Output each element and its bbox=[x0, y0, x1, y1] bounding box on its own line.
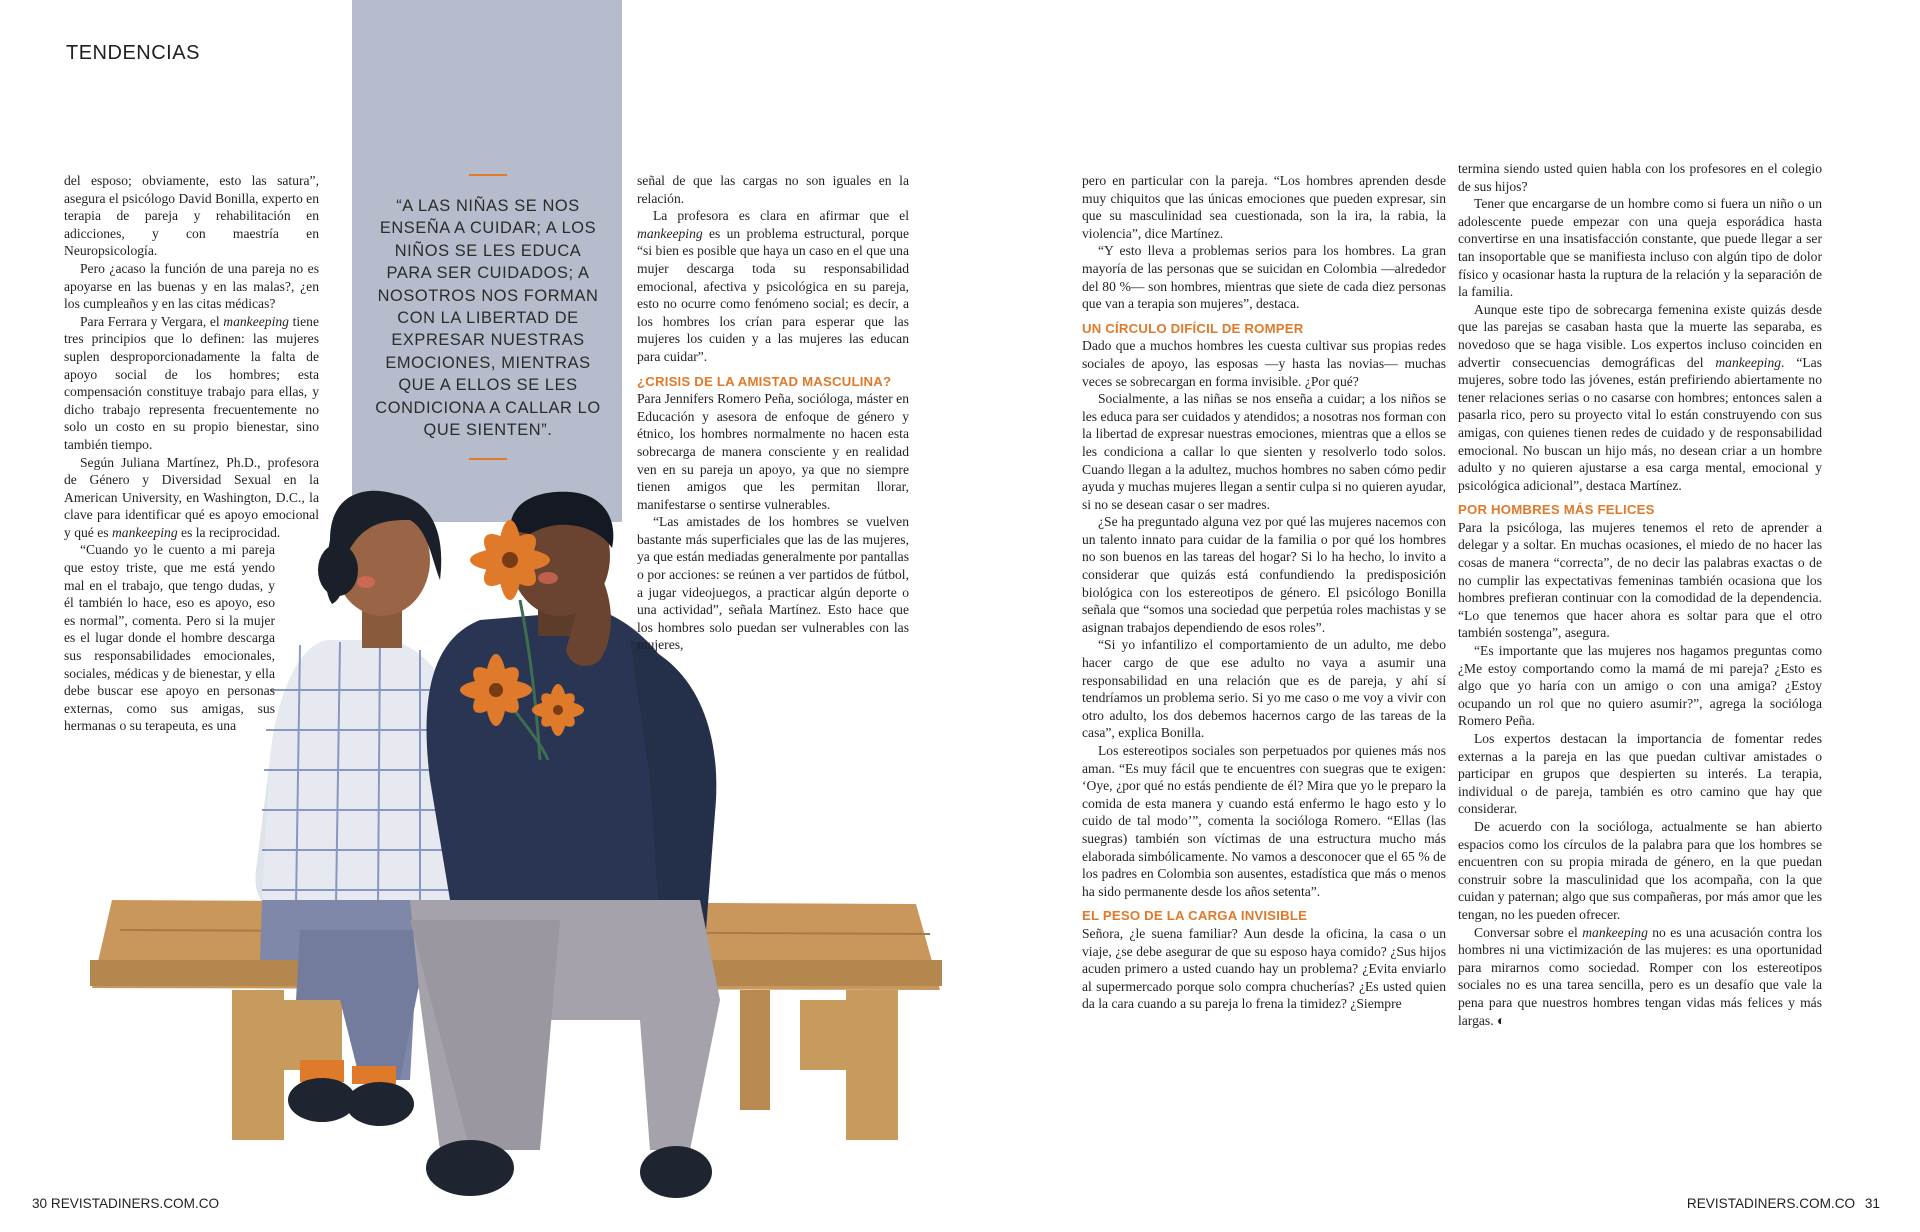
paragraph: “Si yo infantilizo el comportamiento de un adulto, me debo hacer cargo de que ese adulto no vaya a asumir una responsabilidad en una relación que es de pareja, y ahí sí tendríamos un problema serio. Si yo me caso o me voy a vivir con otro adulto, los dos debemos hacernos cargo de las tareas de la casa”, explica Bonilla. bbox=[1082, 637, 1446, 741]
paragraph: “Y esto lleva a problemas serios para los hombres. La gran mayoría de las personas que se suicidan en Colombia —alrededor del 80 %— son hombres, mientras que siete de cada diez personas que van a terapia son mujeres”, destaca. bbox=[1082, 243, 1446, 312]
subheading: ¿CRISIS DE LA AMISTAD MASCULINA? bbox=[637, 373, 892, 389]
paragraph: “Las amistades de los hombres se vuelven bastante más superficiales que las de las mujeres, ya que están mediadas generalmente por pantallas o por acciones: se reúnen a ver partidos de fútbol, a jugar videojuegos, a practicar algún deporte o una actividad”, señala Martínez. Esto hace que los hombres solo puedan ser vulnerables con las mujeres, bbox=[637, 514, 909, 653]
paragraph: Para Jennifers Romero Peña, socióloga, máster en Educación y asesora de enfoque de género y étnico, los hombres normalmente no hacen esta sobrecarga de manera consciente y en realidad ven en su pareja un apoyo, ya que no siempre tienen amigos que les permitan llorar, manifestarse o sentirse vulnerables. bbox=[637, 391, 909, 512]
end-mark-icon: ◐ bbox=[1497, 1012, 1506, 1028]
paragraph: Señora, ¿le suena familiar? Aun desde la oficina, la casa o un viaje, ¿se debe asegurar de que su esposo haya comido? ¿Sus hijos acuden primero a usted cuando hay un problema? ¿Evita enviarlo al supermercado porque solo compra chucherías? ¿Es usted quien da la cara cuando a su pareja lo frena la timidez? ¿Siempre bbox=[1082, 925, 1446, 1012]
site-url-right: REVISTADINERS.COM.CO bbox=[1686, 1196, 1856, 1211]
paragraph: Pero ¿acaso la función de una pareja no es apoyarse en las buenas y en las malas?, ¿en los cumpleaños y en las citas médicas? bbox=[64, 260, 319, 312]
paragraph: señal de que las cargas no son iguales en la relación. bbox=[637, 173, 909, 206]
page-number-left: 30 bbox=[32, 1196, 48, 1211]
paragraph: ¿Se ha preguntado alguna vez por qué las mujeres nacemos con un talento innato para cuidar de la familia o por qué los hombres no son buenos en las tareas del hogar? Si lo ha hecho, lo invito a considerar que quizás está confundiendo la predisposición biológica con los estereotipos de género. El psicólogo Bonilla señala que “somos una sociedad que perpetúa roles machistas y se asignan trabajos dependiendo de esos roles”. bbox=[1082, 514, 1446, 635]
paragraph: La profesora es clara en afirmar que el mankeeping es un problema estructural, porque “si bien es posible que haya un caso en el que una mujer descarga toda su responsabilidad emocional, afectiva y psicológica en su pareja, esto no ocurre como fenómeno social; es decir, a los hombres los crían para esperar que las mujeres los cuiden y a las mujeres las educan para cuidar”. bbox=[637, 208, 909, 364]
article-column-4 bbox=[1458, 160, 1822, 1029]
paragraph: pero en particular con la pareja. “Los hombres aprenden desde muy chiquitos que las únicas emociones que pueden expresar, sin que su masculinidad sea cuestionada, son la ira, la rabia, la violencia”, dice Martínez. bbox=[1082, 173, 1446, 241]
paragraph: termina siendo usted quien habla con los profesores en el colegio de sus hijos? bbox=[1458, 161, 1822, 194]
article-column-2 bbox=[637, 172, 909, 654]
paragraph: Para la psicóloga, las mujeres tenemos el reto de aprender a delegar y a soltar. En muchas ocasiones, el miedo de no hacer las cosas de manera “correcta”, de no decir las palabras exactas o de no cumplir las expectativas femeninas también ocasiona que los hombres prefieran continuar con la comodidad de la dependencia. “Lo que tenemos que hacer ahora es soltar para que el otro también sostenga”, asegura. bbox=[1458, 519, 1822, 641]
page-number-right: 31 bbox=[1864, 1196, 1880, 1211]
paragraph: del esposo; obviamente, esto las satura”, asegura el psicólogo David Bonilla, experto en terapia de pareja y rehabilitación en adicciones, y con maestría en Neuropsicología. bbox=[64, 173, 319, 259]
footer-right bbox=[1687, 1196, 1886, 1211]
paragraph: Socialmente, a las niñas se nos enseña a cuidar; a los niños se les educa para ser cuidados y atendidos; a nosotras nos forman con la libertad de expresar nuestras emociones, mientras que a ellos se les condiciona a callar lo que sienten y resolverlo todo solos. Cuando llegan a la adultez, muchos hombres no saben cómo pedir ayuda y muchas mujeres llegan a sentir culpa si no quieren ayudar, si no se desean casar o ser madres. bbox=[1082, 391, 1446, 512]
paragraph: Los estereotipos sociales son perpetuados por quienes más nos aman. “Es muy fácil que te encuentres con suegras que te exigen: ‘Oye, ¿por qué no estás pendiente de él? Mira que yo le preparo la comida de esta manera y cuando está enfermo le hago esto y lo cuido de tal modo’”, comenta la socióloga Romero. “Ellas (las suegras) también son víctimas de una estructura mucho más elaborada simbólicamente. No vamos a desconocer que el 65 % de los padres en Colombia son ausentes, estadística que más o menos ha sido permanente desde los años setenta”. bbox=[1082, 743, 1446, 899]
subheading: UN CÍRCULO DIFÍCIL DE ROMPER bbox=[1082, 320, 1304, 336]
paragraph: “Cuando yo le cuento a mi pareja que estoy triste, que me está yendo mal en el trabajo, que tengo dudas, y él también lo hace, eso es apoyo, eso es normal”, comenta. Pero si la mujer es el lugar donde el hombre descarga sus responsabilidades emocionales, sociales, médicas y de bienestar, y ella debe buscar ese apoyo en personas externas, como sus amigas, sus hermanas o su terapeuta, es una bbox=[64, 542, 275, 734]
paragraph: Aunque este tipo de sobrecarga femenina existe quizás desde que las parejas se casaban hasta que la muerte las separaba, es novedoso que se haga visible. Los expertos incluso coinciden en advertir consecuencias demográficas del mankeeping. “Las mujeres, sobre todo las jóvenes, están prefiriendo abiertamente no tener relaciones serias o no casarse con hombres; entonces salen a pasarla rico, pero su proyecto vital lo están construyendo con sus amigas, con quienes tienen redes de cuidado y de responsabilidad emocional. No buscan un hijo más, no desean criar a un hombre adulto y no quieren ajustarse a esa carga mental, emocional y psicológica adicional”, destaca Martínez. bbox=[1458, 301, 1822, 493]
subheading: POR HOMBRES MÁS FELICES bbox=[1458, 502, 1655, 518]
pull-quote-text: “A LAS NIÑAS SE NOS ENSEÑA A CUIDAR; A LOS NIÑOS SE LES EDUCA PARA SER CUIDADOS; A NOSOTROS NOS FORMAN CON LA LIBERTAD DE EXPRESAR NUESTRAS EMOCIONES, MIENTRAS QUE A ELLOS SE LES CONDICIONA A CALLAR LO QUE SIENTEN”. bbox=[375, 197, 601, 440]
paragraph: Conversar sobre el mankeeping no es una acusación contra los hombres ni una victimización de las mujeres: es una oportunidad para mirarnos como sociedad. Romper con los estereotipos sociales no es una tarea sencilla, pero es un desafío que vale la pena para que nuestros hombres tengan vidas más felices y más largas. ◐ bbox=[1458, 924, 1822, 1028]
footer-left bbox=[32, 1196, 219, 1211]
paragraph: De acuerdo con la socióloga, actualmente se han abierto espacios como los círculos de la palabra para que los hombres se encuentren con su propia mirada de género, en la que puedan construir sobre la masculinidad que los acompaña, con la que cuidan y paternan; algo que sus compañeras, por más amor que les tengan, no les pueden ofrecer. bbox=[1458, 818, 1822, 922]
article-column-3 bbox=[1082, 172, 1446, 1013]
paragraph: Según Juliana Martínez, Ph.D., profesora de Género y Diversidad Sexual en la American University, en Washington, D.C., la clave para identificar qué es apoyo emocional y qué es mankeeping es la reciprocidad. bbox=[64, 454, 319, 540]
article-column-1 bbox=[64, 172, 319, 735]
paragraph: Para Ferrara y Vergara, el mankeeping tiene tres principios que lo definen: las mujeres suplen desproporcionadamente la falta de apoyo social de los hombres; esta compensación constituye trabajo para ellas, y dicho trabajo representa frecuentemente no solo un costo en su propio bienestar, sino también tiempo. bbox=[64, 313, 319, 452]
site-url-left: REVISTADINERS.COM.CO bbox=[50, 1196, 220, 1211]
paragraph: Dado que a muchos hombres les cuesta cultivar sus propias redes sociales de apoyo, las esposas —y hasta las novias— muchas veces se sobrecargan en forma invisible. ¿Por qué? bbox=[1082, 338, 1446, 389]
section-label: TENDENCIAS bbox=[66, 42, 200, 64]
paragraph: Tener que encargarse de un hombre como si fuera un niño o un adolescente puede empezar con una queja esporádica hasta convertirse en una insatisfacción constante, que puede llegar a ser tan insoportable que se manifiesta incluso con algún tipo de dolor físico y ocasionar hasta la ruptura de la relación y la separación de la familia. bbox=[1458, 196, 1822, 300]
subheading: EL PESO DE LA CARGA INVISIBLE bbox=[1082, 908, 1308, 924]
paragraph: Los expertos destacan la importancia de fomentar redes externas a la pareja en las que puedan cultivar amistades o participar en grupos que despierten su interés. La terapia, individual o de pareja, también es otro camino que hay que considerar. bbox=[1458, 731, 1822, 817]
paragraph: “Es importante que las mujeres nos hagamos preguntas como ¿Me estoy comportando como la mamá de mi pareja? ¿Esto es algo que yo haría con un amigo o con una amiga? ¿Estoy ocupando un rol que no quiero asumir?”, agrega la socióloga Romero Peña. bbox=[1458, 643, 1822, 729]
